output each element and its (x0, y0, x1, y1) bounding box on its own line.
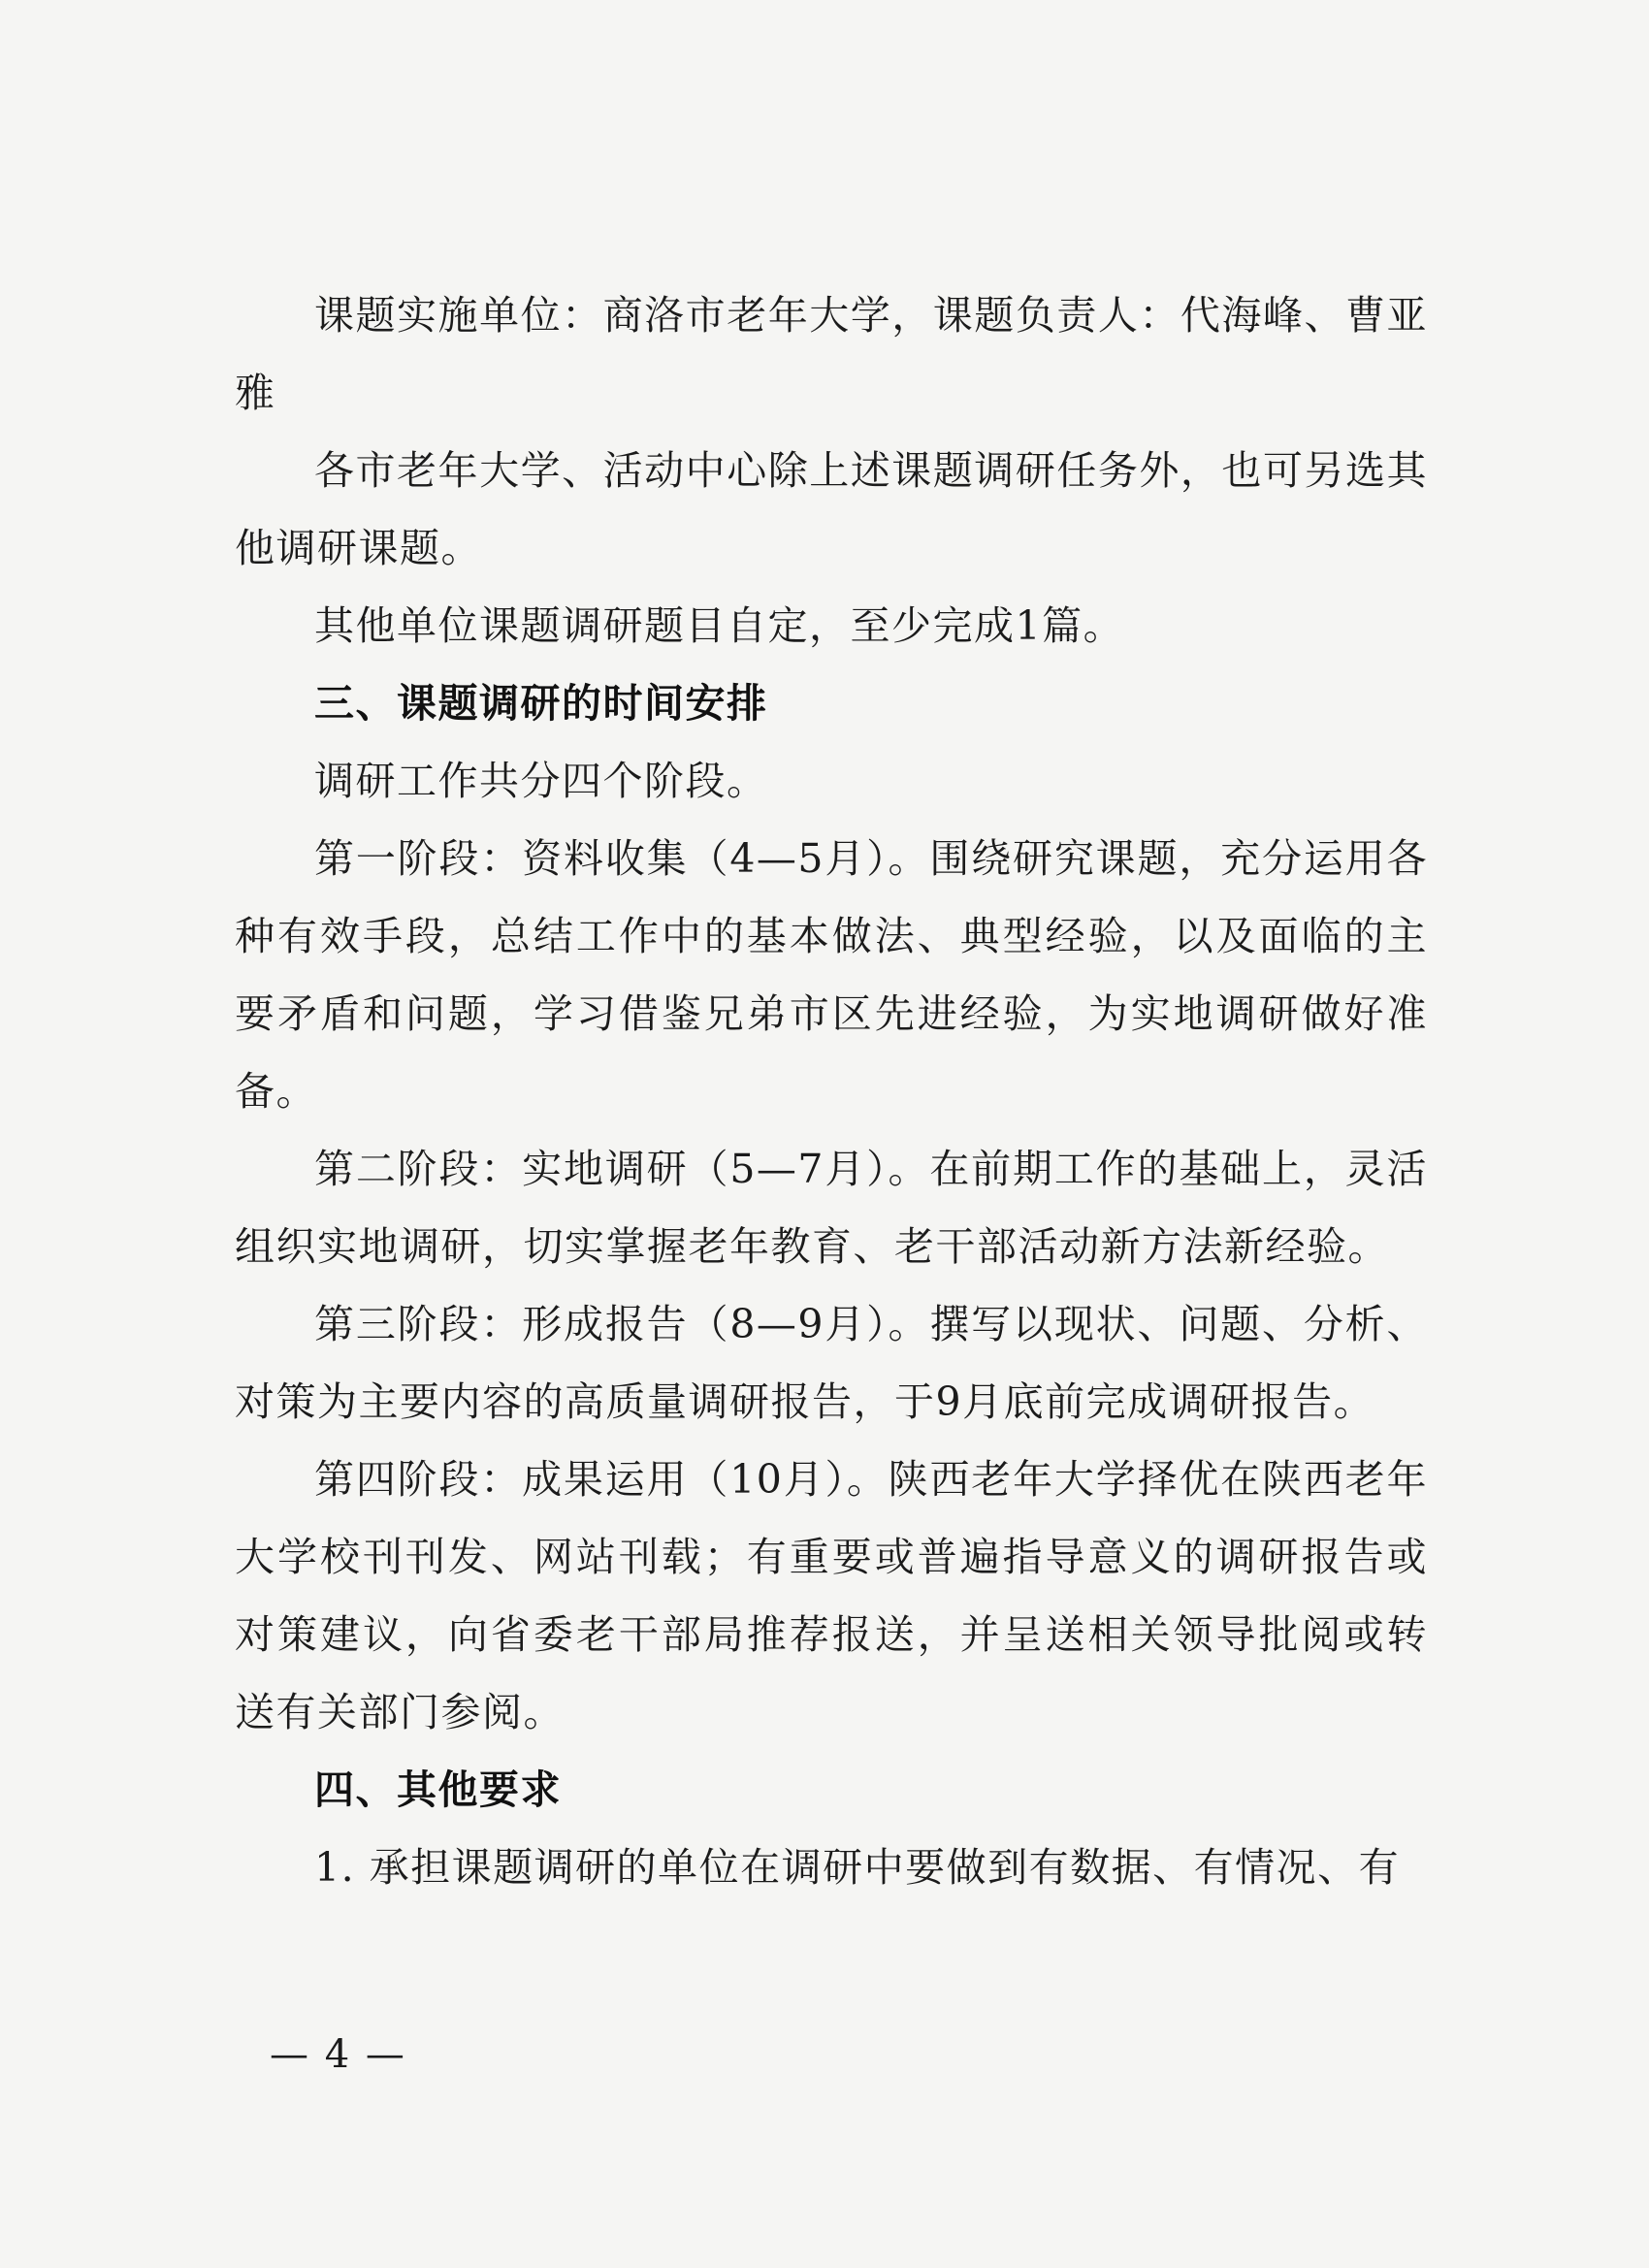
page-number: — 4 — (270, 2032, 406, 2077)
paragraph-stage-2: 第二阶段：实地调研（5—7月）。在前期工作的基础上，灵活组织实地调研，切实掌握老年教育、老干部活动新方法新经验。 (235, 1146, 1428, 1270)
paragraph-unit-shangluo: 课题实施单位：商洛市老年大学，课题负责人：代海峰、曹亚雅 (235, 292, 1428, 416)
paragraph-stage-1: 第一阶段：资料收集（4—5月）。围绕研究课题，充分运用各种有效手段，总结工作中的基本做法、典型经验，以及面临的主要矛盾和问题，学习借鉴兄弟市区先进经验，为实地调研做好准备。 (235, 835, 1428, 1115)
paragraph-other-topics: 各市老年大学、活动中心除上述课题调研任务外，也可另选其他调研课题。 (235, 447, 1428, 571)
paragraph-stage-4: 第四阶段：成果运用（10月）。陕西老年大学择优在陕西老年大学校刊刊发、网站刊载；有重要或普遍指导意义的调研报告或对策建议，向省委老干部局推荐报送，并呈送相关领导批阅或转送有关部门参阅。 (235, 1456, 1428, 1735)
section-heading-other-requirements: 四、其他要求 (314, 1766, 562, 1813)
document-body (235, 276, 1428, 1906)
paragraph-requirement-1: 1. 承担课题调研的单位在调研中要做到有数据、有情况、有 (314, 1844, 1401, 1891)
paragraph-other-units: 其他单位课题调研题目自定，至少完成1篇。 (314, 602, 1125, 649)
paragraph-schedule-intro: 调研工作共分四个阶段。 (314, 758, 768, 804)
section-heading-schedule: 三、课题调研的时间安排 (314, 680, 768, 727)
paragraph-stage-3: 第三阶段：形成报告（8—9月）。撰写以现状、问题、分析、对策为主要内容的高质量调研报告，于9月底前完成调研报告。 (235, 1301, 1428, 1425)
